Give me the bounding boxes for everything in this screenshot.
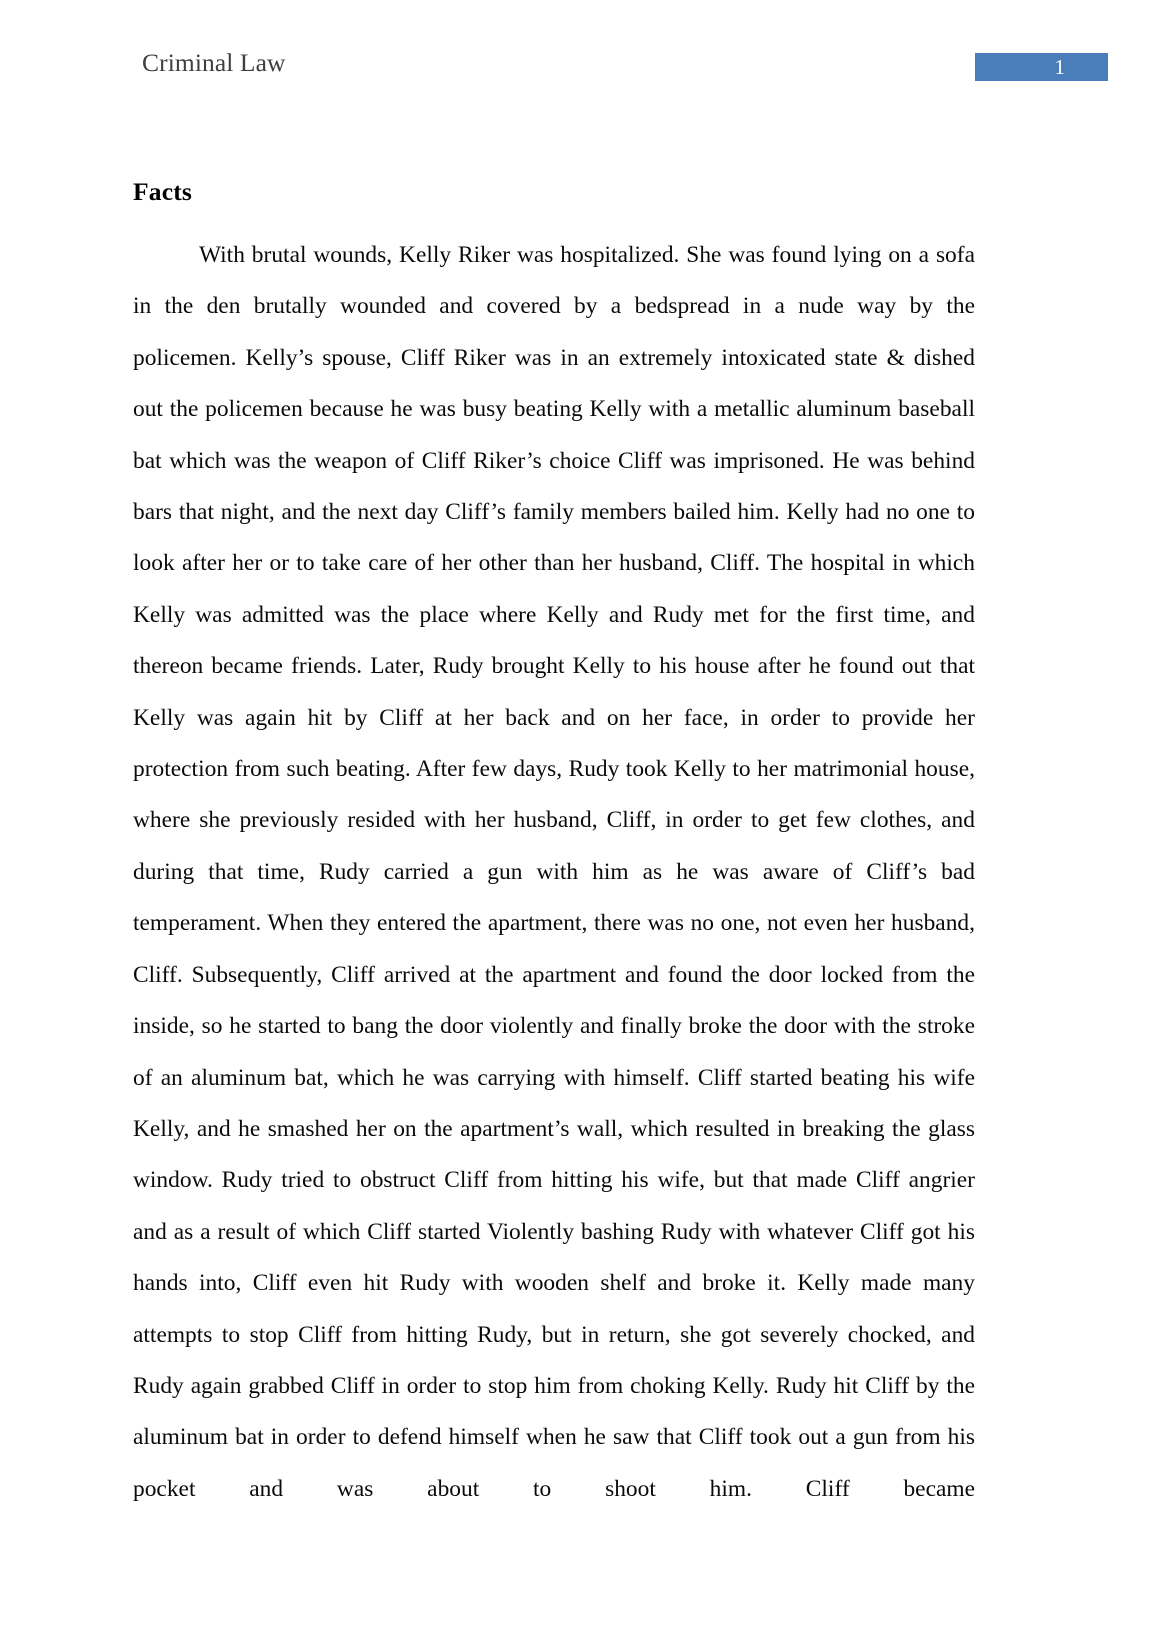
facts-paragraph: With brutal wounds, Kelly Riker was hospitalized. She was found lying on a sofa in the den brutally wounded and covered by a bedspread in a nude way by the policemen. Kelly’s spouse, Cliff Riker was in an extremely intoxicated state & dished out the policemen because he was busy beating Kelly with a metallic aluminum baseball bat which was the weapon of Cliff Riker’s choice Cliff was imprisoned. He was behind bars that night, and the next day Cliff’s family members bailed him. Kelly had no one to look after her or to take care of her other than her husband, Cliff. The hospital in which Kelly was admitted was the place where Kelly and Rudy met for the first time, and thereon became friends. Later, Rudy brought Kelly to his house after he found out that Kelly was again hit by Cliff at her back and on her face, in order to provide her protection from such beating. After few days, Rudy took Kelly to her matrimonial house, where she previously resided with her husband, Cliff, in order to get few clothes, and during that time, Rudy carried a gun with him as he was aware of Cliff’s bad temperament. When they entered the apartment, there was no one, not even her husband, Cliff. Subsequently, Cliff arrived at the apartment and found the door locked from the inside, so he started to bang the door violently and finally broke the door with the stroke of an aluminum bat, which he was carrying with himself. Cliff started beating his wife Kelly, and he smashed her on the apartment’s wall, which resulted in breaking the glass window. Rudy tried to obstruct Cliff from hitting his wife, but that made Cliff angrier and as a result of which Cliff started Violently bashing Rudy with whatever Cliff got his hands into, Cliff even hit Rudy with wooden shelf and broke it. Kelly made many attempts to stop Cliff from hitting Rudy, but in return, she got severely chocked, and Rudy again grabbed Cliff in order to stop him from choking Kelly. Rudy hit Cliff by the aluminum bat in order to defend himself when he saw that Cliff took out a gun from his pocket and was about to shoot him. Cliff became: [133, 242, 975, 1502]
header-title: Criminal Law: [142, 48, 286, 77]
page-number-badge: [975, 53, 1108, 81]
page-header: [0, 46, 1158, 90]
page-number: 1: [1054, 55, 1065, 79]
section-heading-facts: Facts: [133, 177, 193, 206]
document-body: [133, 176, 975, 1567]
